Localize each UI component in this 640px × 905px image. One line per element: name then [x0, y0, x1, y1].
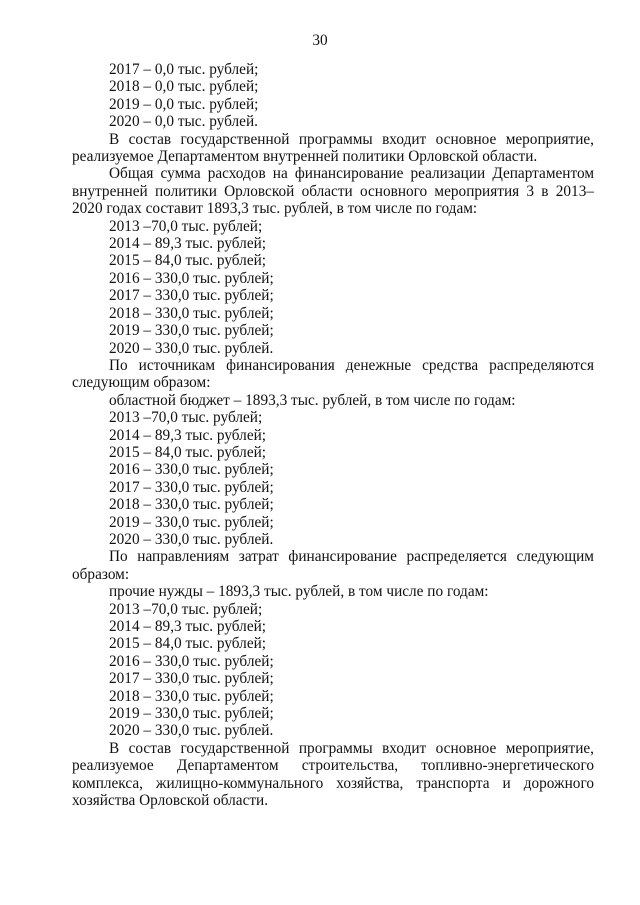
list-item: областной бюджет – 1893,3 тыс. рублей, в том числе по годам: [109, 391, 516, 409]
list-item: 2018 – 330,0 тыс. рублей; [109, 687, 274, 705]
list-item: 2018 – 0,0 тыс. рублей; [109, 78, 259, 96]
list-item: 2014 – 89,3 тыс. рублей; [109, 235, 267, 253]
list-item: 2020 – 0,0 тыс. рублей. [109, 113, 258, 131]
list-item: 2019 – 330,0 тыс. рублей; [109, 322, 274, 340]
list-item: 2017 – 330,0 тыс. рублей; [109, 287, 274, 305]
list-item: 2013 –70,0 тыс. рублей; [109, 600, 263, 618]
list-item: 2020 – 330,0 тыс. рублей. [109, 339, 274, 357]
list-item: 2013 –70,0 тыс. рублей; [109, 217, 263, 235]
list-item: 2015 – 84,0 тыс. рублей; [109, 252, 267, 270]
list-item: 2019 – 0,0 тыс. рублей; [109, 95, 259, 113]
list-item: 2020 – 330,0 тыс. рублей. [109, 530, 274, 548]
paragraph: Общая сумма расходов на финансирование реализации Департаментом внутренней политики Орловской области основного мероприятия 3 в 2013–2020 годах составит 1893,3 тыс. рублей, в том числе по годам: [72, 165, 594, 218]
list-item: 2014 – 89,3 тыс. рублей; [109, 618, 267, 635]
list-item: 2016 – 330,0 тыс. рублей; [109, 461, 274, 479]
list-item: 2016 – 330,0 тыс. рублей; [109, 269, 274, 287]
paragraph: В состав государственной программы входит основное мероприятие, реализуемое Департаментом строительства, топливно-энергетического комплекса, жилищно-коммунального хозяйства, транспорта и дорожного хозяйства Орловской области. [72, 739, 594, 810]
page-number: 30 [312, 32, 328, 49]
list-item: 2017 – 330,0 тыс. рублей; [109, 670, 274, 688]
paragraph: По источникам финансирования денежные средства распределяются следующим образом: [72, 356, 594, 392]
list-item: 2013 –70,0 тыс. рублей; [109, 409, 263, 427]
list-item: 2014 – 89,3 тыс. рублей; [109, 426, 267, 444]
list-item: 2018 – 330,0 тыс. рублей; [109, 496, 274, 514]
list-item: 2019 – 330,0 тыс. рублей; [109, 513, 274, 531]
list-item: 2015 – 84,0 тыс. рублей; [109, 443, 267, 461]
list-item: прочие нужды – 1893,3 тыс. рублей, в том числе по годам: [109, 583, 489, 601]
paragraph: В состав государственной программы входит основное мероприятие, реализуемое Департаментом внутренней политики Орловской области. [72, 130, 594, 166]
list-item: 2015 – 84,0 тыс. рублей; [109, 635, 267, 653]
list-item: 2019 – 330,0 тыс. рублей; [109, 705, 274, 723]
list-item: 2017 – 0,0 тыс. рублей; [109, 61, 259, 78]
paragraph: По направлениям затрат финансирование распределяется следующим образом: [72, 548, 594, 583]
list-item: 2020 – 330,0 тыс. рублей. [109, 722, 274, 740]
list-item: 2016 – 330,0 тыс. рублей; [109, 652, 274, 670]
list-item: 2017 – 330,0 тыс. рублей; [109, 478, 274, 496]
list-item: 2018 – 330,0 тыс. рублей; [109, 304, 274, 322]
document-body [72, 61, 594, 809]
